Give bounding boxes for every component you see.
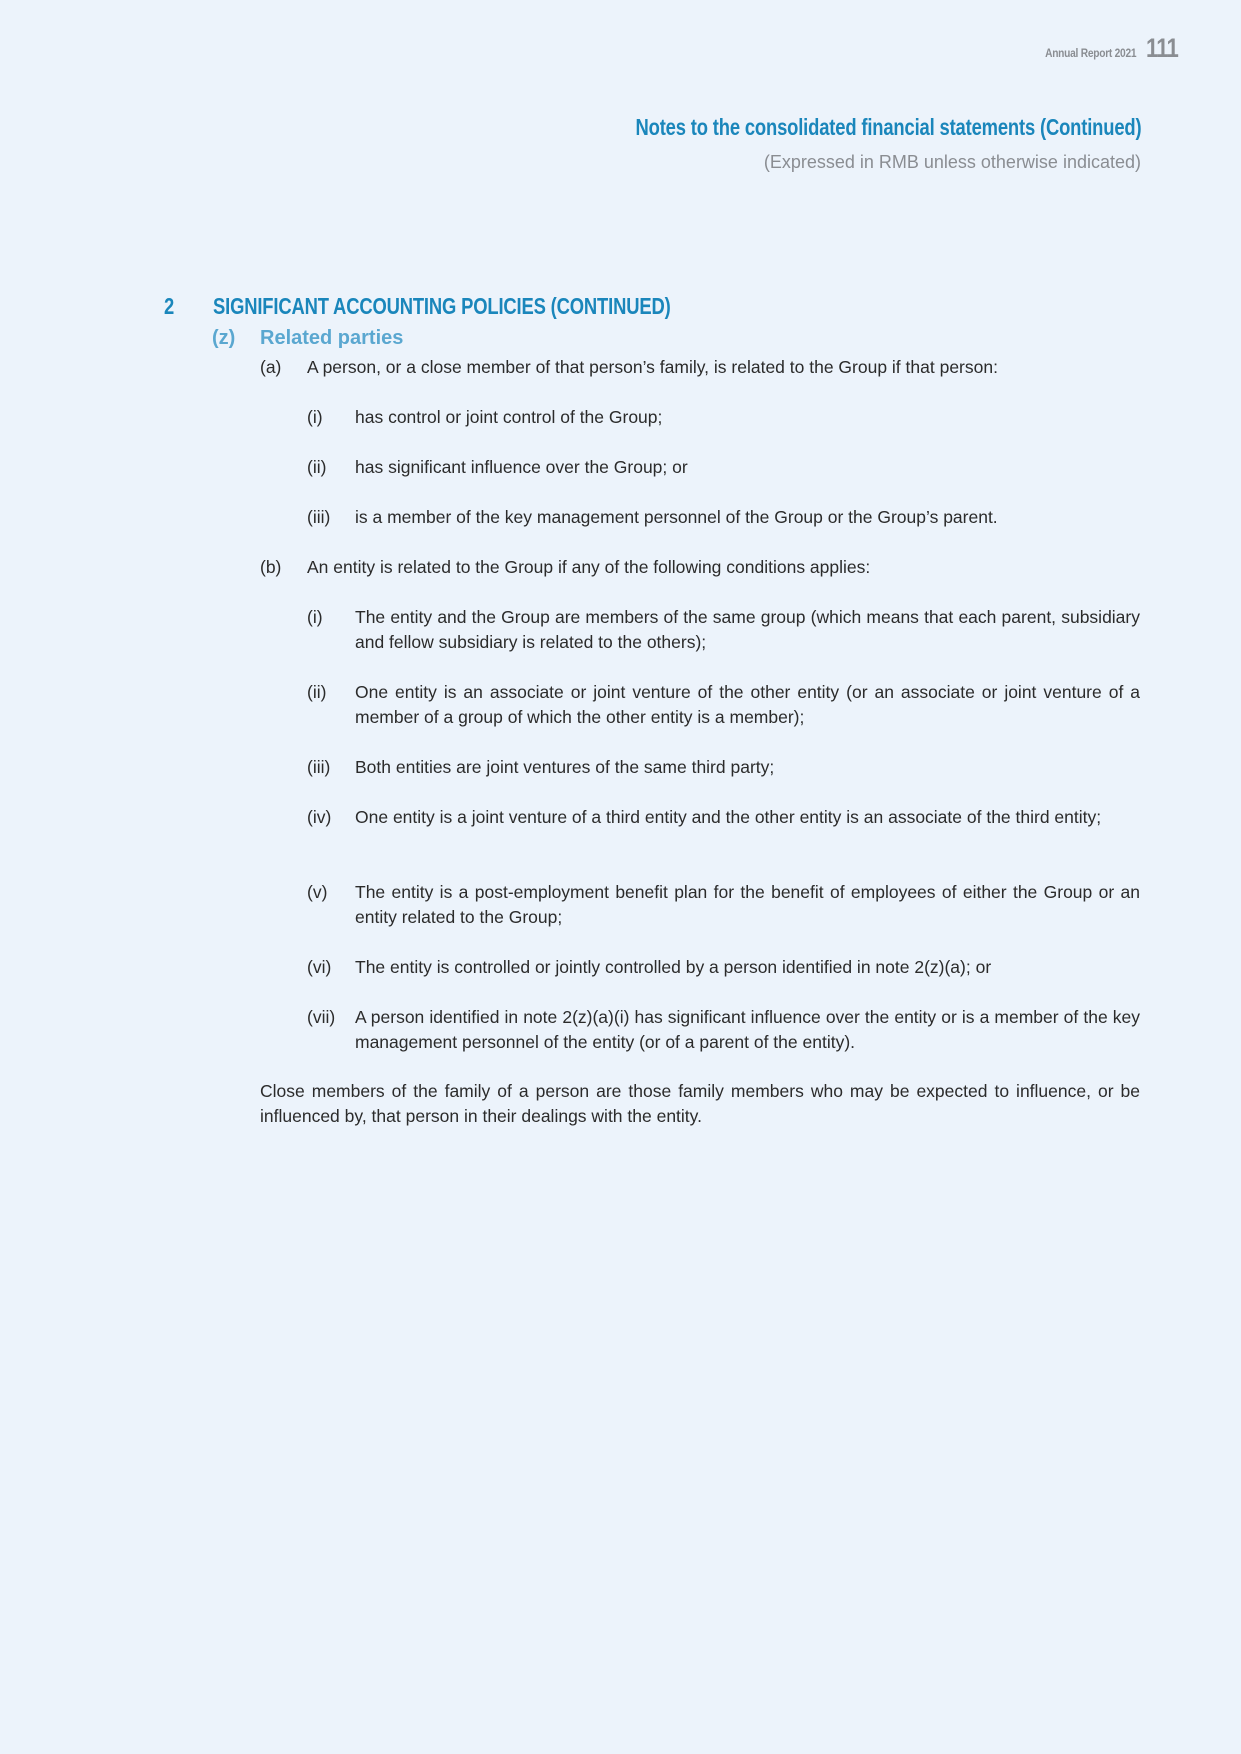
list-text: One entity is a joint venture of a third entity and the other entity is an associate of the third entity;: [355, 807, 1102, 827]
list-text: One entity is an associate or joint venture of the other entity (or an associate or joint venture of a member of a group of which the other entity is a member);: [355, 682, 1140, 727]
list-text: has significant influence over the Group; or: [355, 457, 688, 477]
list-marker: (i): [307, 607, 323, 627]
list-marker: (iv): [307, 807, 332, 827]
section-number: 2: [164, 293, 175, 319]
list-text: The entity and the Group are members of the same group (which means that each parent, subsidiary and fellow subsidiary is related to the others);: [355, 607, 1140, 652]
notes-subtitle: (Expressed in RMB unless otherwise indicated): [763, 152, 1141, 172]
list-text: An entity is related to the Group if any of the following conditions applies:: [307, 557, 871, 577]
list-marker: (iii): [307, 757, 331, 777]
list-marker: (v): [307, 882, 328, 902]
list-marker: (a): [260, 357, 282, 377]
list-text: A person, or a close member of that person’s family, is related to the Group if that person:: [307, 357, 998, 377]
list-text: is a member of the key management personnel of the Group or the Group’s parent.: [355, 507, 998, 527]
list-text: The entity is a post-employment benefit plan for the benefit of employees of either the Group or an entity related to the Group;: [355, 882, 1140, 927]
page-number: 111: [1145, 33, 1178, 63]
list-text: The entity is controlled or jointly controlled by a person identified in note 2(z)(a); or: [355, 957, 992, 977]
list-marker: (vi): [307, 957, 332, 977]
notes-title: Notes to the consolidated financial statements (Continued): [635, 114, 1141, 140]
list-marker: (b): [260, 557, 282, 577]
section-title: SIGNIFICANT ACCOUNTING POLICIES (CONTINUED): [213, 293, 671, 319]
list-text: has control or joint control of the Group;: [355, 407, 663, 427]
list-marker: (vii): [307, 1007, 336, 1027]
list-marker: (ii): [307, 682, 327, 702]
subsection-title: Related parties: [260, 327, 404, 349]
running-header: [1029, 33, 1185, 64]
list-marker: (iii): [307, 507, 331, 527]
list-marker: (ii): [307, 457, 327, 477]
subsection-label: (z): [212, 327, 236, 349]
list-text: Both entities are joint ventures of the same third party;: [355, 757, 775, 777]
closing-paragraph: Close members of the family of a person are those family members who may be expected to influence, or be influenced by, that person in their dealings with the entity.: [260, 1081, 1140, 1126]
list-text: A person identified in note 2(z)(a)(i) has significant influence over the entity or is a member of the key management personnel of the entity (or of a parent of the entity).: [355, 1007, 1140, 1052]
list-marker: (i): [307, 407, 323, 427]
report-label: Annual Report 2021: [1044, 46, 1136, 60]
